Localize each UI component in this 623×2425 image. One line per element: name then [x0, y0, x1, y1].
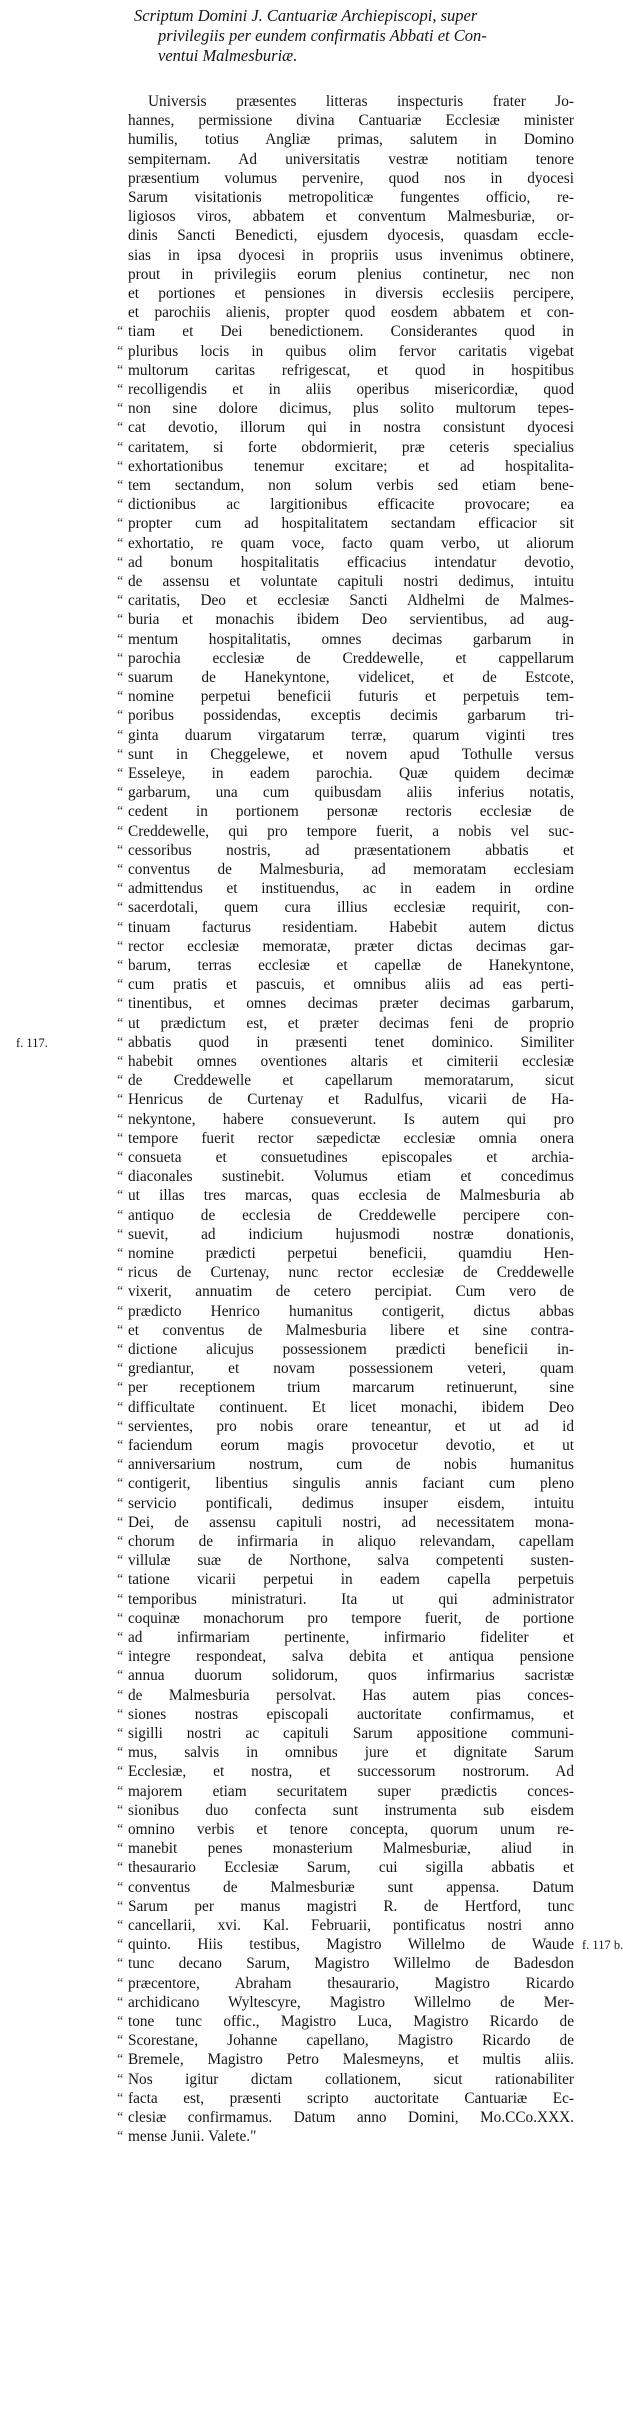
text-line: ginta duarum virgatarum terræ, quarum viginti tres [128, 726, 574, 744]
quote-mark: “ [117, 1706, 124, 1722]
quote-mark: “ [117, 1937, 124, 1953]
text-line: admittendus et instituendus, ac in eadem in ordine [128, 880, 574, 898]
text-line: sempiternam. Ad universitatis vestræ notitiam tenore [128, 150, 574, 168]
text-line: coquinæ monachorum pro tempore fuerit, de portione [128, 1609, 574, 1627]
quote-mark: “ [117, 1418, 124, 1434]
quote-mark: “ [117, 1457, 124, 1473]
quote-mark: “ [117, 708, 124, 724]
text-line: Nos igitur dictam collationem, sicut rationabiliter [128, 2070, 574, 2088]
text-line: pluribus locis in quibus olim fervor caritatis vigebat [128, 342, 574, 360]
text-line: tempore fuerit rector sæpedictæ ecclesiæ omnia onera [128, 1129, 574, 1147]
quote-mark: “ [117, 1188, 124, 1204]
quote-mark: “ [117, 593, 124, 609]
quote-mark: “ [117, 1054, 124, 1069]
text-line: facta est, præsenti scripto auctoritate Cantuariæ Ec- [128, 2089, 574, 2107]
text-line: Henricus de Curtenay et Radulfus, vicarii de Ha- [128, 1091, 574, 1109]
text-line: archidicano Wyltescyre, Magistro Willelmo de Mer- [128, 1993, 574, 2011]
text-line: exhortationibus tenemur excitare; et ad hospitalita- [128, 457, 574, 475]
quote-mark: “ [117, 1476, 124, 1492]
text-line: de Malmesburia persolvat. Has autem pias conces- [128, 1686, 574, 1704]
text-line: mentum hospitalitatis, omnes decimas garbarum in [128, 630, 574, 648]
quote-mark: “ [117, 1822, 124, 1837]
text-line: sacerdotali, quem cura illius ecclesiæ requirit, con- [128, 899, 574, 917]
text-line: nomine prædicti perpetui beneficii, quamdiu Hen- [128, 1245, 574, 1262]
text-line: de Creddewelle et capellarum memoratarum, sicut [128, 1072, 574, 1090]
quote-mark: “ [117, 689, 124, 705]
quote-mark: “ [117, 670, 124, 685]
quote-mark: “ [117, 1745, 124, 1761]
text-line: tatione vicarii perpetui in eadem capella perpetuis [128, 1571, 574, 1589]
quote-mark: “ [117, 1322, 124, 1338]
quote-mark: “ [117, 1649, 124, 1665]
text-line: cancellarii, xvi. Kal. Februarii, pontificatus nostri anno [128, 1917, 574, 1934]
quote-mark: “ [117, 2071, 124, 2087]
quote-mark: “ [117, 1783, 124, 1799]
quote-mark: “ [117, 362, 124, 378]
text-line: sionibus duo confecta sunt instrumenta sub eisdem [128, 1801, 574, 1819]
quote-mark: “ [117, 1553, 124, 1569]
quote-mark: “ [117, 650, 124, 666]
quote-mark: “ [117, 1802, 124, 1818]
text-line: mus, salvis in omnibus jure et dignitate Sarum [128, 1744, 574, 1762]
quote-mark: “ [117, 574, 124, 589]
text-line: difficultate continuent. Et licet monachi, ibidem Deo [128, 1398, 574, 1416]
text-line: temporibus ministraturi. Ita ut qui administrator [128, 1590, 574, 1608]
quote-mark: “ [117, 612, 124, 628]
quote-mark: “ [117, 958, 124, 973]
text-line: Bremele, Magistro Petro Malesmeyns, et multis aliis. [128, 2051, 574, 2069]
quote-mark: “ [117, 1034, 124, 1050]
text-line: chorum de infirmaria in aliquo relevandam, capellam [128, 1533, 574, 1550]
text-line: nekyntone, habere consueverunt. Is autem qui pro [128, 1110, 574, 1128]
text-line: recolligendis et in aliis operibus misericordiæ, quod [128, 381, 574, 398]
text-line: tone tunc offic., Magistro Luca, Magistro Ricardo de [128, 2013, 574, 2030]
text-line: clesiæ confirmamus. Datum anno Domini, Mo.CCo.XXX. [128, 2109, 574, 2126]
text-line: nomine perpetui beneficii futuris et perpetuis tem- [128, 688, 574, 706]
text-line: ligiosos viros, abbatem et conventum Malmesburiæ, or- [128, 208, 574, 226]
text-line: tinentibus, et omnes decimas præter decimas garbarum, [128, 995, 574, 1013]
quote-mark: “ [117, 1687, 124, 1703]
quote-mark: “ [117, 1303, 124, 1319]
quote-mark: “ [117, 881, 124, 897]
quote-mark: “ [117, 1591, 124, 1607]
quote-mark: “ [117, 1226, 124, 1242]
text-line: Scorestane, Johanne capellano, Magistro Ricardo de [128, 2032, 574, 2050]
text-line: præcentore, Abraham thesaurario, Magistro Ricardo [128, 1974, 574, 1992]
quote-mark: “ [117, 1572, 124, 1588]
quote-mark: “ [117, 842, 124, 858]
quote-mark: “ [117, 823, 124, 839]
heading-line: privilegiis per eundem confirmatis Abbati et Con- [158, 26, 487, 45]
quote-mark: “ [117, 900, 124, 916]
text-line: majorem etiam securitatem super prædictis conces- [128, 1782, 574, 1800]
text-line: ad infirmariam pertinente, infirmario fideliter et [128, 1629, 574, 1646]
text-line: thesaurario Ecclesiæ Sarum, cui sigilla abbatis et [128, 1859, 574, 1877]
quote-mark: “ [117, 1726, 124, 1741]
text-line: Universis præsentes litteras inspecturis frater Jo- [148, 93, 574, 110]
text-line: parochia ecclesiæ de Creddewelle, et cappellarum [128, 649, 574, 667]
quote-mark: “ [117, 1898, 124, 1914]
quote-mark: “ [117, 804, 124, 820]
quote-mark: “ [117, 1764, 124, 1780]
text-line: Ecclesiæ, et nostra, et successorum nostrorum. Ad [128, 1763, 574, 1781]
quote-mark: “ [117, 420, 124, 436]
text-line: præsentium volumus pervenire, quod nos in dyocesi [128, 169, 574, 187]
quote-mark: “ [117, 516, 124, 532]
quote-mark: “ [117, 977, 124, 993]
text-line: Sarum per manus magistri R. de Hertford, tunc [128, 1897, 574, 1915]
quote-mark: “ [117, 1092, 124, 1108]
text-line: vixerit, annuatim de cetero percipiat. Cum vero de [128, 1283, 574, 1301]
quote-mark: “ [117, 324, 124, 340]
quote-mark: “ [117, 554, 124, 570]
text-line: suarum de Hanekyntone, videlicet, et de Estcote, [128, 669, 574, 686]
text-line: barum, terras ecclesiæ et capellæ de Hanekyntone, [128, 957, 574, 974]
text-line: rector ecclesiæ memoratæ, præter dictas decimas gar- [128, 937, 574, 955]
quote-mark: “ [117, 1380, 124, 1396]
text-line: exhortatio, re quam voce, facto quam verbo, ut aliorum [128, 534, 574, 552]
text-line: sunt in Cheggelewe, et novem apud Tothulle versus [128, 745, 574, 763]
quote-mark: “ [117, 458, 124, 474]
quote-mark: “ [117, 1150, 124, 1165]
quote-mark: “ [117, 1342, 124, 1357]
text-line: de assensu et voluntate capituli nostri dedimus, intuitu [128, 573, 574, 590]
quote-mark: “ [117, 919, 124, 935]
quote-mark: “ [117, 2033, 124, 2049]
quote-mark: “ [117, 497, 124, 513]
text-line: cum pratis et pascuis, et omnibus aliis ad eas perti- [128, 976, 574, 994]
quote-mark: “ [117, 2090, 124, 2106]
text-line: multorum caritas refrigescat, et quod in hospitibus [128, 361, 574, 379]
text-line: quinto. Hiis testibus, Magistro Willelmo de Waude [128, 1936, 574, 1954]
text-line: consueta et consuetudines episcopales et archia- [128, 1149, 574, 1166]
text-line: poribus possidendas, exceptis decimis garbarum tri- [128, 707, 574, 725]
quote-mark: “ [117, 535, 124, 551]
text-line: diaconales sustinebit. Volumus etiam et concedimus [128, 1168, 574, 1186]
quote-mark: “ [117, 1399, 124, 1415]
text-line: tiam et Dei benedictionem. Considerantes quod in [128, 323, 574, 341]
quote-mark: “ [117, 2052, 124, 2068]
text-line: mense Junii. Valete." [128, 2128, 257, 2146]
quote-mark: “ [117, 1956, 124, 1972]
text-line: dinis Sancti Benedicti, ejusdem dyocesis, quasdam eccle- [128, 227, 574, 245]
text-line: ut illas tres marcas, quas ecclesia de Malmesburia ab [128, 1187, 574, 1205]
text-line: antiquo de ecclesia de Creddewelle percipere con- [128, 1206, 574, 1224]
quote-mark: “ [117, 1630, 124, 1645]
quote-mark: “ [117, 1879, 124, 1895]
text-line: conventus de Malmesburiæ sunt appensa. Datum [128, 1878, 574, 1896]
quote-mark: “ [117, 2129, 124, 2145]
text-line: hannes, permissione divina Cantuariæ Ecclesiæ minister [128, 112, 574, 130]
quote-mark: “ [117, 1495, 124, 1511]
quote-mark: “ [117, 1918, 124, 1933]
document-heading [134, 6, 574, 66]
text-line: ut prædictum est, et præter decimas feni de proprio [128, 1014, 574, 1032]
quote-mark: “ [117, 1284, 124, 1300]
text-line: buria et monachis ibidem Deo servientibus, ad aug- [128, 611, 574, 629]
text-line: et parochiis alienis, propter quod eosdem abbatem et con- [128, 304, 574, 322]
text-line: caritatis, Deo et ecclesiæ Sancti Aldhelmi de Malmes- [128, 592, 574, 610]
quote-mark: “ [117, 1130, 124, 1146]
quote-mark: “ [117, 1514, 124, 1530]
quote-mark: “ [117, 382, 124, 397]
text-line: dictionibus ac largitionibus efficacite provocare; ea [128, 496, 574, 514]
text-line: manebit penes monasterium Malmesburiæ, aliud in [128, 1840, 574, 1858]
folio-note-right: f. 117 b. [582, 1938, 623, 1953]
quote-mark: “ [117, 1111, 124, 1127]
quote-mark: “ [117, 401, 124, 417]
text-line: prout in privilegiis eorum plenius continetur, nec non [128, 265, 574, 283]
text-line: abbatis quod in præsenti tenet dominico. Similiter [128, 1033, 574, 1051]
quote-mark: “ [117, 631, 124, 647]
quote-mark: “ [117, 1361, 124, 1377]
quote-mark: “ [117, 1246, 124, 1261]
text-line: garbarum, una cum quibusdam aliis inferius notatis, [128, 784, 574, 802]
text-line: tinuam facturus residentiam. Habebit autem dictus [128, 918, 574, 936]
text-line: servicio pontificali, dedimus insuper eisdem, intuitu [128, 1494, 574, 1512]
quote-mark: “ [117, 478, 124, 493]
quote-mark: “ [117, 2110, 124, 2125]
text-line: faciendum eorum magis provocetur devotio, et ut [128, 1437, 574, 1454]
quote-mark: “ [117, 1265, 124, 1281]
quote-mark: “ [117, 439, 124, 455]
text-line: siones nostras episcopali auctoritate confirmamus, et [128, 1705, 574, 1723]
text-line: annua duorum solidorum, quos infirmarius sacristæ [128, 1667, 574, 1685]
quote-mark: “ [117, 1073, 124, 1089]
text-line: prædicto Henrico humanitus contigerit, dictus abbas [128, 1302, 574, 1320]
quote-mark: “ [117, 1975, 124, 1991]
text-line: et conventus de Malmesburia libere et sine contra- [128, 1321, 574, 1339]
quote-mark: “ [117, 938, 124, 954]
quote-mark: “ [117, 1438, 124, 1453]
text-line: anniversarium nostrum, cum de nobis humanitus [128, 1456, 574, 1474]
text-line: ad bonum hospitalitatis efficacius intendatur devotio, [128, 553, 574, 571]
text-line: habebit omnes oventiones altaris et cimiterii ecclesiæ [128, 1053, 574, 1070]
text-line: et portiones et pensiones in diversis ecclesiis percipere, [128, 285, 574, 302]
text-line: cat devotio, illorum qui in nostra consistunt dyocesi [128, 419, 574, 437]
text-line: tem sectandum, non solum verbis sed etiam bene- [128, 477, 574, 494]
text-line: integre respondeat, salva debita et antiqua pensione [128, 1648, 574, 1666]
text-line: propter cum ad hospitalitatem sectandam efficacior sit [128, 515, 574, 533]
text-line: conventus de Malmesburia, ad memoratam ecclesiam [128, 861, 574, 878]
text-line: Creddewelle, qui pro tempore fuerit, a nobis vel suc- [128, 822, 574, 840]
text-line: ricus de Curtenay, nunc rector ecclesiæ de Creddewelle [128, 1264, 574, 1282]
text-line: sias in ipsa dyocesi in propriis usus invenimus obtinere, [128, 246, 574, 264]
text-line: humilis, totius Angliæ primas, salutem in Domino [128, 131, 574, 149]
text-line: cessoribus nostris, ad præsentationem abbatis et [128, 841, 574, 859]
text-line: tunc decano Sarum, Magistro Willelmo de Badesdon [128, 1955, 574, 1973]
text-line: grediantur, et novam possessionem veteri, quam [128, 1360, 574, 1378]
quote-mark: “ [117, 1668, 124, 1684]
folio-note-left: f. 117. [16, 1035, 48, 1050]
quote-mark: “ [117, 1015, 124, 1031]
text-line: sigilli nostri ac capituli Sarum appositione communi- [128, 1725, 574, 1742]
text-line: dictione alicujus possessionem prædicti beneficii in- [128, 1341, 574, 1358]
quote-mark: “ [117, 1610, 124, 1626]
quote-mark: “ [117, 862, 124, 877]
text-line: omnino verbis et tenore concepta, quorum unum re- [128, 1821, 574, 1838]
quote-mark: “ [117, 996, 124, 1012]
text-line: Dei, de assensu capituli nostri, ad necessitatem mona- [128, 1513, 574, 1531]
quote-mark: “ [117, 1207, 124, 1223]
text-line: non sine dolore dicimus, plus solito multorum tepes- [128, 400, 574, 418]
text-line: servientes, pro nobis orare teneantur, et ut ad id [128, 1417, 574, 1435]
quote-mark: “ [117, 1860, 124, 1876]
text-line: Sarum visitationis metropoliticæ fungentes officio, re- [128, 189, 574, 206]
text-line: cedent in portionem personæ rectoris ecclesiæ de [128, 803, 574, 821]
quote-mark: “ [117, 785, 124, 801]
quote-mark: “ [117, 1841, 124, 1857]
quote-mark: “ [117, 1534, 124, 1549]
text-line: per receptionem trium marcarum retinuerunt, sine [128, 1379, 574, 1397]
heading-line: Scriptum Domini J. Cantuariæ Archiepiscopi, super [134, 6, 478, 25]
quote-mark: “ [117, 727, 124, 743]
text-line: suevit, ad indicium hujusmodi nostræ donationis, [128, 1225, 574, 1243]
text-line: Esseleye, in eadem parochia. Quæ quidem decimæ [128, 765, 574, 782]
quote-mark: “ [117, 766, 124, 781]
heading-line: ventui Malmesburiæ. [158, 46, 298, 65]
text-line: caritatem, si forte obdormierit, præ ceteris specialius [128, 438, 574, 456]
text-line: villulæ suæ de Northone, salva competenti susten- [128, 1552, 574, 1570]
quote-mark: “ [117, 746, 124, 762]
quote-mark: “ [117, 2014, 124, 2029]
text-line: contigerit, libentius singulis annis faciant cum pleno [128, 1475, 574, 1493]
quote-mark: “ [117, 1169, 124, 1185]
quote-mark: “ [117, 343, 124, 359]
quote-mark: “ [117, 1994, 124, 2010]
